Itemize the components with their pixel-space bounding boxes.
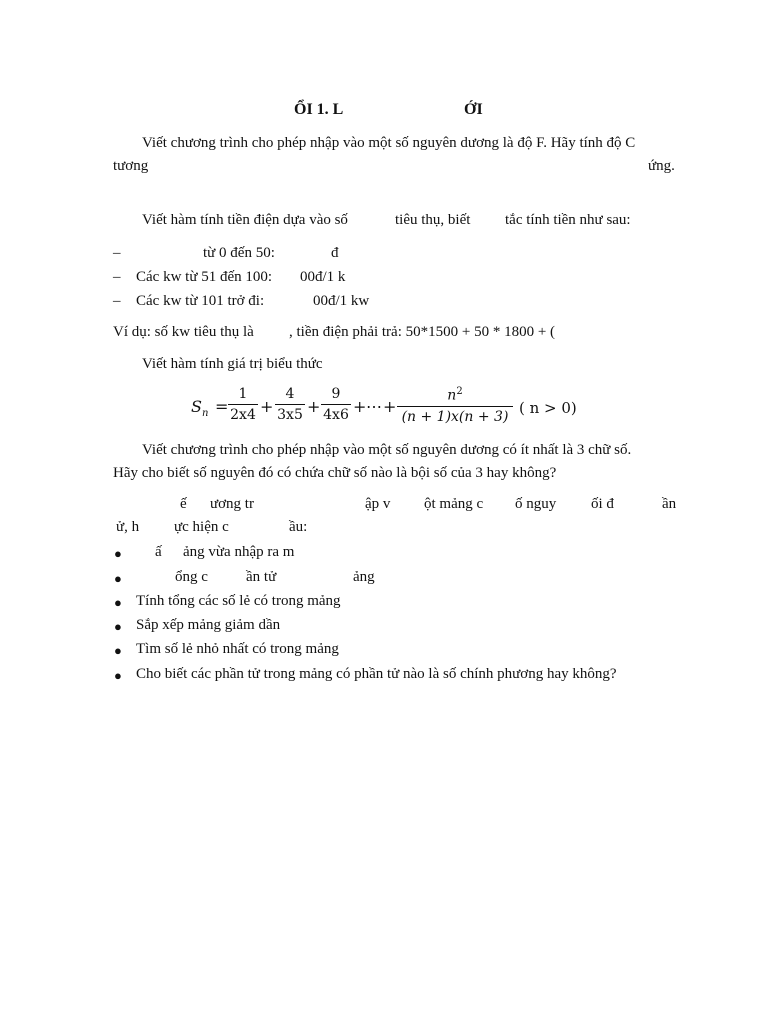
ex5-fragment: ử, h xyxy=(116,519,140,535)
tier-price: 00đ/1 k xyxy=(300,269,346,285)
ex2-intro-end: tắc tính tiền như sau: xyxy=(505,212,631,228)
ex4-line2: Hãy cho biết số nguyên đó có chứa chữ số nào là bội số của 3 hay không? xyxy=(113,465,557,481)
list-item: ần tử xyxy=(246,569,277,585)
ex1-line1: Viết chương trình cho phép nhập vào một số nguyên dương là độ F. Hãy tính độ C xyxy=(142,135,636,151)
tier-dash: – xyxy=(113,293,121,309)
ex3-intro: Viết hàm tính giá trị biểu thức xyxy=(142,356,323,372)
list-item: ấ xyxy=(155,544,162,560)
tier-dash: – xyxy=(113,245,121,261)
list-item: Sắp xếp mảng giảm dần xyxy=(136,617,281,633)
tier-price: 00đ/1 kw xyxy=(313,293,370,309)
list-item: Cho biết các phần tử trong mảng có phần tử nào là số chính phương hay không? xyxy=(136,666,617,682)
bullet-icon: ● xyxy=(114,668,122,683)
fraction-general-term: $n^2$ (n + 1)x(n + 3) xyxy=(397,386,513,425)
ex1-line2-right: ứng. xyxy=(648,158,675,174)
ex2-example-b: , tiền điện phải trả: 50*1500 + 50 * 1800 + ( xyxy=(289,324,556,340)
formula-condition: ( n > 0) xyxy=(519,399,577,417)
tier-label: Các kw từ 101 trở đi: xyxy=(136,293,265,309)
list-item: ổng c xyxy=(175,569,208,585)
bullet-icon: ● xyxy=(114,643,122,658)
ex5-fragment: ầu: xyxy=(289,519,308,535)
bullet-icon: ● xyxy=(114,546,122,561)
tier-label: Các kw từ 51 đến 100: xyxy=(136,269,273,285)
plus-sign: + xyxy=(307,397,321,416)
list-item: Tìm số lẻ nhỏ nhất có trong mảng xyxy=(136,641,339,657)
heading-left: ỔI 1. L xyxy=(294,101,344,118)
bullet-icon: ● xyxy=(114,595,122,610)
equals-sign: = xyxy=(215,397,229,416)
ellipsis: ⋯ xyxy=(366,397,382,416)
heading-right: ỚI xyxy=(464,101,483,118)
ex5-fragment: ương tr xyxy=(210,496,254,512)
list-item: ảng vừa nhập ra m xyxy=(183,544,295,560)
ex5-fragment: ột mảng c xyxy=(424,496,484,512)
list-item: Tính tổng các số lẻ có trong mảng xyxy=(136,593,341,609)
fraction-term-1: 1 2x4 xyxy=(228,386,258,423)
ex1-line2-left: tương xyxy=(113,158,149,174)
list-item: ảng xyxy=(353,569,375,585)
bullet-icon: ● xyxy=(114,571,122,586)
ex5-fragment: ố nguy xyxy=(515,496,557,512)
ex4-line1: Viết chương trình cho phép nhập vào một số nguyên dương có ít nhất là 3 chữ số. xyxy=(142,442,632,458)
ex5-fragment: ần xyxy=(662,496,677,512)
tier-label: từ 0 đến 50: xyxy=(203,245,275,261)
ex2-intro: Viết hàm tính tiền điện dựa vào số xyxy=(142,212,348,228)
plus-sign: + xyxy=(260,397,274,416)
ex5-fragment: ối đ xyxy=(591,496,614,512)
ex5-fragment: ập v xyxy=(365,496,391,512)
tier-dash: – xyxy=(113,269,121,285)
ex2-example-a: Ví dụ: số kw tiêu thụ là xyxy=(113,324,254,340)
fraction-term-2: 4 3x5 xyxy=(275,386,305,423)
plus-sign: + xyxy=(383,397,397,416)
fraction-term-3: 9 4x6 xyxy=(321,386,351,423)
ex5-fragment: ực hiện c xyxy=(174,519,229,535)
ex2-intro-mid: tiêu thụ, biết xyxy=(395,212,471,228)
tier-price: đ xyxy=(331,245,339,261)
bullet-icon: ● xyxy=(114,619,122,634)
plus-sign: + xyxy=(353,397,367,416)
formula-lhs: $S_n$ xyxy=(191,397,209,420)
ex5-fragment: ế xyxy=(180,496,187,512)
